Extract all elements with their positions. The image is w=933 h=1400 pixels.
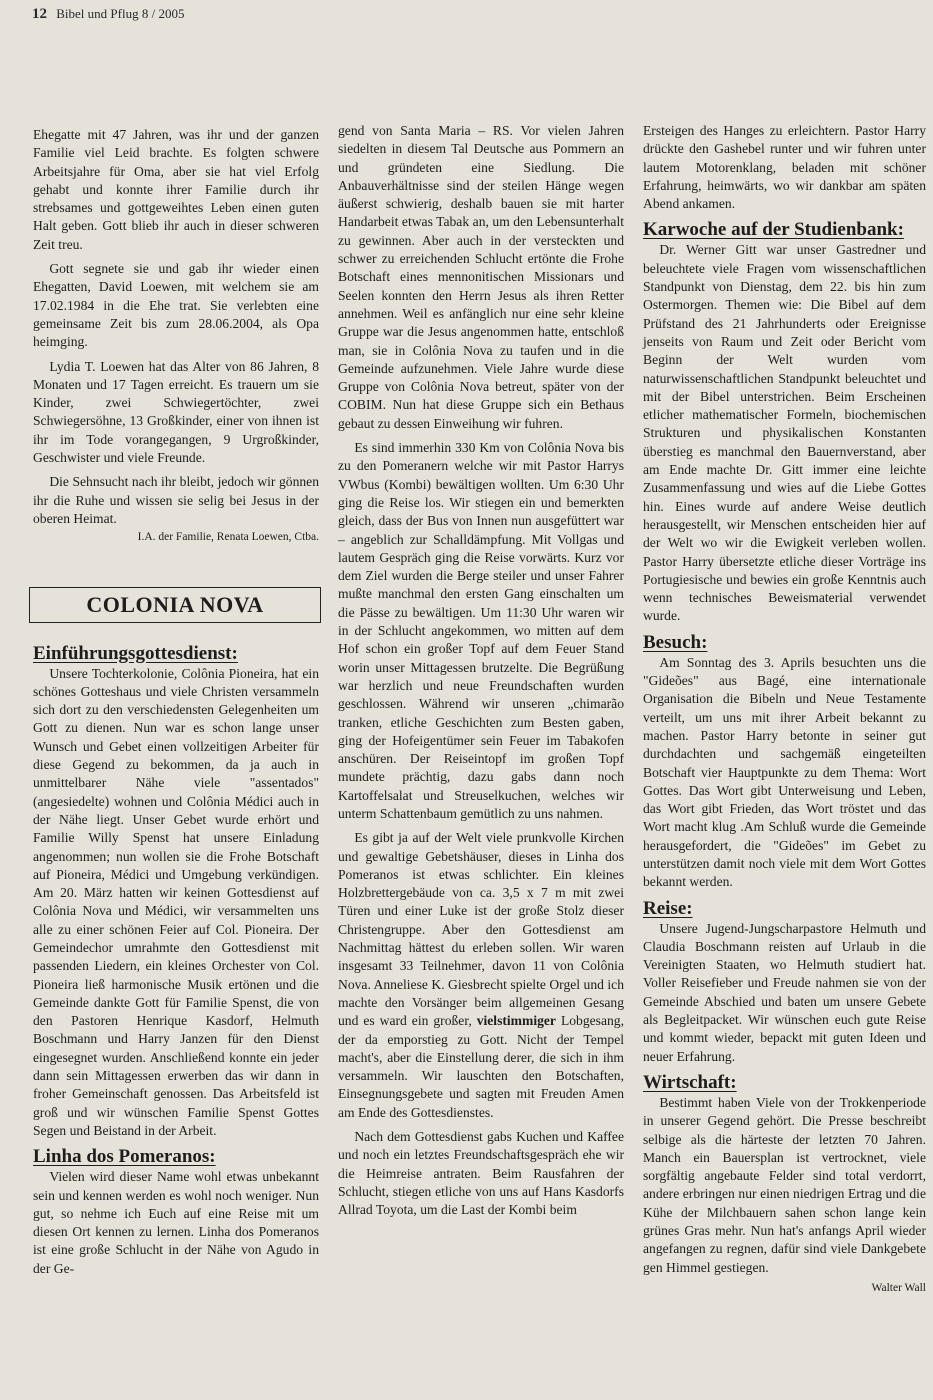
publication-title: Bibel und Pflug 8 / 2005 [56,6,185,21]
obituary-paragraph: Lydia T. Loewen hat das Alter von 86 Jahren, 8 Monaten und 17 Tagen erreicht. Es trauern um sie Kinder, zwei Schwiegertöchter, zwei Schwiegersöhne, 13 Großkinder, einer von ihnen ist ihr im Tode vorangegangen, 9 Urgroßkinder, Geschwister und viele Freunde. [33,358,319,466]
section-heading: Einführungsgottesdienst: [33,642,238,664]
article-paragraph [338,829,624,1122]
obituary-paragraph: Gott segnete sie und gab ihr wieder einen Ehegatten, David Loewen, mit welchem sie am 17.02.1984 in die Ehe trat. Sie verlebten eine gemeinsame Zeit bis zum 28.06.2004, als Opa heimging. [33,261,319,350]
section-heading: Besuch: [643,631,708,653]
section-heading: Linha dos Pomeranos: [33,1146,216,1168]
article-paragraph: Dr. Werner Gitt war unser Gastredner und beleuchtete viele Fragen vom wissenschaftlichen Standpunkt von Dienstag, dem 22. bis hin zum Ostermorgen. Themen wie: Die Bibel auf dem Prüfstand des 21 Jahrhunderts oder Ereignisse jenseits von Raum und Zeit oder Bericht vom Beginn der Welt wurden vom naturwissenschaftlichen Standpunkt beleuchtet und mit der Bibel unterstrichen. Beim Erscheinen etlicher mathematischer Formeln, biochemischen Strukturen und physikalischen Konstanten überstieg es manchmal den Bauernverstand, aber am Ende machte Dr. Gitt immer eine leichte Zusammenfassung und wies auf die Liebe Gottes hin. Eines wurde auf andere Weise deutlich herausgestellt, wir Menschen entscheiden hier auf der Welt wo wir die Ewigkeit verleben wollen. Pastor Harry übersetzte etliche dieser Vorträge ins Portugiesische und bewies ein große Kenntnis auch wenn technisches Beweismaterial verwendet wurde. [643,242,926,624]
section-heading: Wirtschaft: [643,1071,737,1093]
article-paragraph: Nach dem Gottesdienst gabs Kuchen und Kaffee und noch ein letztes Freundschaftsgespräch ehe wir die Heimreise antraten. Beim Rausfahren der Schlucht, stiegen etliche von uns auf Hans Kasdorfs Allrad Toyota, um die Last der Kombi beim [338,1129,624,1218]
section-heading: Karwoche auf der Studienbank: [643,219,904,241]
page-header [32,6,184,23]
column-1 [33,126,319,1284]
article-paragraph: Unsere Jugend-Jungscharpastore Helmuth und Claudia Boschmann reisten auf Urlaub in die Vereinigten Staaten, wo Helmuth studiert hat. Voller Reisefieber und Freude nahmen sie von der Gemeinde Abschied und baten um unsere Gebete als Begleitpacket. Wir wünschen euch gute Reise und kommt wieder, bepackt mit guten Ideen und neuer Erfahrung. [643,920,926,1064]
article-paragraph: gend von Santa Maria – RS. Vor vielen Jahren siedelten in diesem Tal Deutsche aus Pommern an und gründeten eine Siedlung. Die Anbauverhältnisse sind der steilen Hänge wegen äußerst schwierig, deshalb bauen sie mit harter Handarbeit etwas Tabak an, um den Lebensunterhalt zu gewinnen. Aber auch in der versteckten und schwer zu erreichenden Schlucht ertönte die Frohe Botschaft eines mennonitischen Missionars und Seelen konnten den Herrn Jesus als ihren Retter annehmen. Weil es anfänglich nur eine sehr kleine Gruppe war die Jesus angenommen hatte, entschloß man, sie in Colônia Nova zu taufen und in die Gemeinde aufzunehmen. Viele Jahre wurde diese Gruppe von Colônia Nova betreut, später von der COBIM. Nun hat diese Gruppe sich ein Bethaus gebaut zu dessen Einweihung wir fuhren. [338,123,624,431]
text-run: Es gibt ja auf der Welt viele prunkvolle Kirchen und gewaltige Gebetshäuser, dieses in Linha dos Pomeranos ist etwas schlichter. Ein kleines Holzbrettergebäude von ca. 3,5 x 7 m mit zwei Türen und einer Luke ist der große Stolz dieser Christengruppe. Aber den Gottesdienst am Nachmittag hättest du erleben sollen. Wir waren insgesamt 33 Teilnehmer, davon 11 von Colônia Nova. Anneliese K. Giesbrecht spielte Orgel und ich machte den Vorsänger beim allgemeinen Gesang und es ward ein großer, [338,830,624,1029]
column-2 [338,122,624,1226]
article-paragraph: Ersteigen des Hanges zu erleichtern. Pastor Harry drückte den Gashebel runter und wir fuhren unter lautem Motorenklang, beladen mit schöner Erfahrung, heimwärts, wo wir dankbar am späten Abend ankamen. [643,123,926,212]
obituary-paragraph: Die Sehnsucht nach ihr bleibt, jedoch wir gönnen ihr die Ruhe und wissen sie selig bei Jesus in der oberen Heimat. [33,474,319,526]
obituary-paragraph: Ehegatte mit 47 Jahren, was ihr und der ganzen Familie viel Leid brachte. Es folgten schwere Arbeitsjahre für Oma, aber sie hat viel Erfolg gehabt und konnte ihrer Familie durch ihr strebsames und gottgeweihtes Leben einen guten Halt geben. Gott blieb ihr auch in dieser schweren Zeit treu. [33,127,319,252]
article-paragraph: Vielen wird dieser Name wohl etwas unbekannt sein und kennen werden es wohl noch weniger. Nun gut, so nehme ich Euch auf eine Reise mit um diesen Ort kennen zu lernen. Linha dos Pomeranos ist eine große Schlucht in der Nähe von Agudo in der Ge- [33,1169,319,1276]
page-number: 12 [32,6,47,22]
section-heading: Reise: [643,897,693,919]
column-3 [643,122,926,1297]
article-paragraph: Am Sonntag des 3. Aprils besuchten uns die "Gideões" aus Bagé, eine internationale Organisation die Bibeln und Neue Testamente verteilt, um uns mit ihrer Arbeit bekannt zu machen. Pastor Harry betonte in seiner gut durchdachten und sachgemäß eingeteilten Botschaft vier Hauptpunkte zu dem Thema: Wort Gottes. Das Wort gibt Unterweisung und Leben, das Wort gibt Frieden, das Wort tröstet und das Wort macht klug .Am Schluß wurde die Gemeinde herausgefordert, die "Gideões" im Gebet zu unterstützen damit noch viele mit dem Wort Gottes bekannt werden. [643,654,926,890]
article-author: Walter Wall [871,1281,926,1294]
obituary-signature: I.A. der Familie, Renata Loewen, Ctba. [137,531,319,544]
article-paragraph: Es sind immerhin 330 Km von Colônia Nova bis zu den Pomeranern welche wir mit Pastor Harrys VWbus (Kombi) bewältigen wollten. Um 6:30 Uhr ging die Reise los. Wir stiegen ein und bemerkten gleich, dass der Bus von Innen nun ausgefüttert war – angeblich zur Schalldämpfung. Mit Vollgas und lautem Gespräch ging die Reise vorwärts. Kurz vor dem Ziel wurden die Berge steiler und unser Fahrer mußte manchmal den ersten Gang einschalten um die Pässe zu bewältigen. Um 11:30 Uhr waren wir in der Schlucht angekommen, wo mitten auf dem Hof schon ein großer Topf auf dem Feuer Stand worin unser Mittagessen brutzelte. Die Begrüßung war herzlich und neue Freundschaften wurden geschlossen. Während wir unseren „chimarão tranken, etliche Geschichten zum Besten gaben, ging der Hofeigentümer sein Feuer im Tabakofen anschüren. Der Reiseintopf im großen Topf mundete prächtig, dazu gabs dann noch Kartoffelsalat und Streuselkuchen, welches wir unterm Schattenbaum gemütlich zu uns nahmen. [338,440,624,821]
bold-word: vielstimmiger [476,1013,556,1029]
article-paragraph: Unsere Tochterkolonie, Colônia Pioneira, hat ein schönes Gotteshaus und viele Christen versammeln sich dort zu den verschiedensten Gelegenheiten um Gott zu dienen. Nun war es schon lange unser Wunsch und Gebet einen vollzeitigen Arbeiter für diese Gegend zu bekommen, da ja auch in unmittelbarer Nähe viele "assentados" (angesiedelte) wohnen und Colônia Médici auch in der Nähe liegt. Unser Gebet wurde erhört und Familie Willy Spenst hat unsere Einladung angenommen; nun wollen sie die Frohe Botschaft auf Pioneira, Médici und Umgebung verkündigen. Am 20. März hatten wir keinen Gottesdienst auf Colônia Nova und Médici, wir versammelten uns alle zu einer schönen Feier auf Col. Pioneira. Der Gemeindechor umrahmte den Gottesdienst mit passenden Liedern, ein kleines Orchester von Col. Pioneira ließ harmonische Musik ertönen und die Gemeinde dankte Gott für Familie Spenst, die von den Pastoren Henrique Kasdorf, Helmuth Boschmann und Harry Janzen für den Dienst eingesegnet wurden. Anschließend konnte ein jeder dann sein Mittagessen erwerben das wir dann in froher Gemeinschaft genossen. Das Arbeitsfeld ist groß und wir wünschen Familie Spenst Gottes Segen und Beistand in der Arbeit. [33,665,319,1138]
article-paragraph: Bestimmt haben Viele von der Trokkenperiode in unserer Gegend gehört. Die Presse beschreibt selbige als die härteste der letzten 70 Jahren. Manch ein Bauersplan ist vertrocknet, viele sorgfältig angebaute Felder sind total verdorrt, andere erbringen nur einen niedrigen Ertrag und die Kühe der Milchbauern sahen schon lange kein grünes Gras mehr. Nun hat's anfangs April wieder angefangen zu regnen, dafür sind viele Dankgebete gen Himmel gestiegen. [643,1094,926,1275]
section-banner: COLONIA NOVA [29,587,321,623]
text-run: Lobgesang, der da emporstieg zu Gott. Nicht der Tempel macht's, aber die Einstellung derer, die sich in ihm versammeln. Wir lauschten den Botschaften, Einsegnungsgebete und sagten mit Freuden Amen am Ende des Gottesdienstes. [338,1013,624,1120]
